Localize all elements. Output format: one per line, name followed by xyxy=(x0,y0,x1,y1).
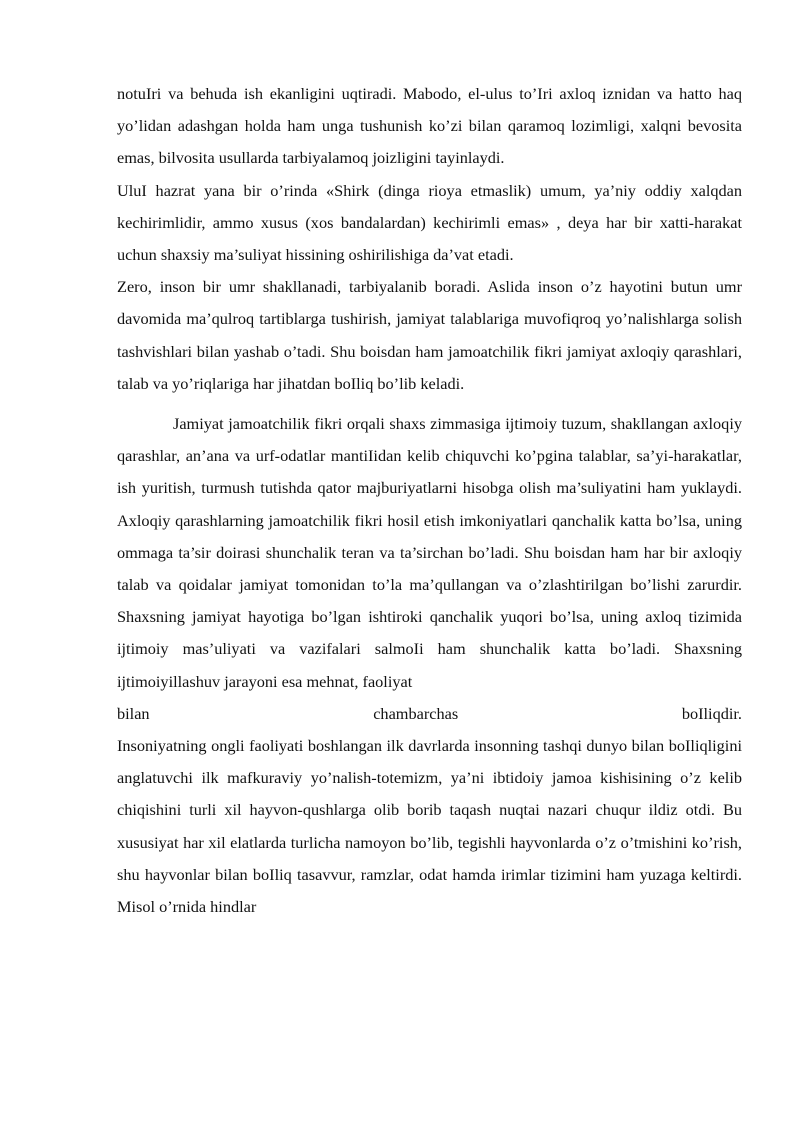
word-chambarchas: chambarchas xyxy=(373,703,459,723)
word-bilan: bilan xyxy=(117,703,150,723)
paragraph-5: Insoniyatning ongli faoliyati boshlangan ilk davrlarda insonning tashqi dunyo bilan boIliqligini anglatuvchi ilk mafkuraviy yo’nalish-totemizm, ya’ni ibtidoiy jamoa kishisining o’z kelib chiqishini turli xil hayvon-qushlarga olib borib taqash nuqtai nazari chuqur ildiz otdi. Bu xususiyat har xil elatlarda turlicha namoyon bo’lib, tegishli hayvonlarda o’z o’tmishini ko’rish, shu hayvonlar bilan boIliq tasavvur, ramzlar, odat hamda irimlar tizimini ham yuzaga keltirdi. Misol o’rnida hindlar xyxy=(117,736,742,917)
word-boiliqdir: boIliqdir. xyxy=(681,703,742,723)
paragraph-4-last-line xyxy=(117,698,742,730)
paragraph-gap xyxy=(117,400,742,408)
paragraph-3: Zero, inson bir umr shakllanadi, tarbiyalanib boradi. Aslida inson o’z hayotini butun umr davomida ma’qulroq tartiblarga tushirish, jamiyat talablariga muvofiqroq yo’nalishlarga solish tashvishlari bilan yashab o’tadi. Shu boisdan ham jamoatchilik fikri jamiyat axloqiy qarashlari, talab va yo’riqlariga har jihatdan boIliq bo’lib keladi. xyxy=(117,277,742,393)
paragraph-1: notuIri va behuda ish ekanligini uqtiradi. Mabodo, el-ulus to’Iri axloq iznidan va hatto haq yo’lidan adashgan holda ham unga tushunish ko’zi bilan qaramoq lozimligi, xalqni bevosita emas, bilvosita usullarda tarbiyalamoq joizligini tayinlaydi. xyxy=(117,84,742,168)
paragraph-4: Jamiyat jamoatchilik fikri orqali shaxs zimmasiga ijtimoiy tuzum, shakllangan axloqiy qarashlar, an’ana va urf-odatlar mantiIidan kelib chiquvchi ko’pgina talablar, sa’yi-harakatlar, ish yuritish, turmush tutishda qator majburiyatlarni hisobga olish ma’suliyatini ham yuklaydi. Axloqiy qarashlarning jamoatchilik fikri hosil etish imkoniyatlari qanchalik katta bo’lsa, uning ommaga ta’sir doirasi shunchalik teran va ta’sirchan bo’ladi. Shu boisdan ham har bir axloqiy talab va qoidalar jamiyat tomonidan to’la ma’qullangan va o’zlashtirilgan bo’lishi zarurdir. Shaxsning jamiyat hayotiga bo’lgan ishtiroki qanchalik yuqori bo’lsa, uning axloq tizimida ijtimoiy mas’uliyati va vazifalari salmoIi ham shunchalik katta bo’ladi. Shaxsning ijtimoiyillashuv jarayoni esa mehnat, faoliyat xyxy=(117,414,742,691)
document-page xyxy=(117,78,742,923)
paragraph-2: UluI hazrat yana bir o’rinda «Shirk (dinga rioya etmaslik) umum, ya’niy oddiy xalqdan kechirimlidir, ammo xusus (xos bandalardan) kechirimli emas» , deya har bir xatti-harakat uchun shaxsiy ma’suliyat hissining oshirilishiga da’vat etadi. xyxy=(117,180,742,265)
